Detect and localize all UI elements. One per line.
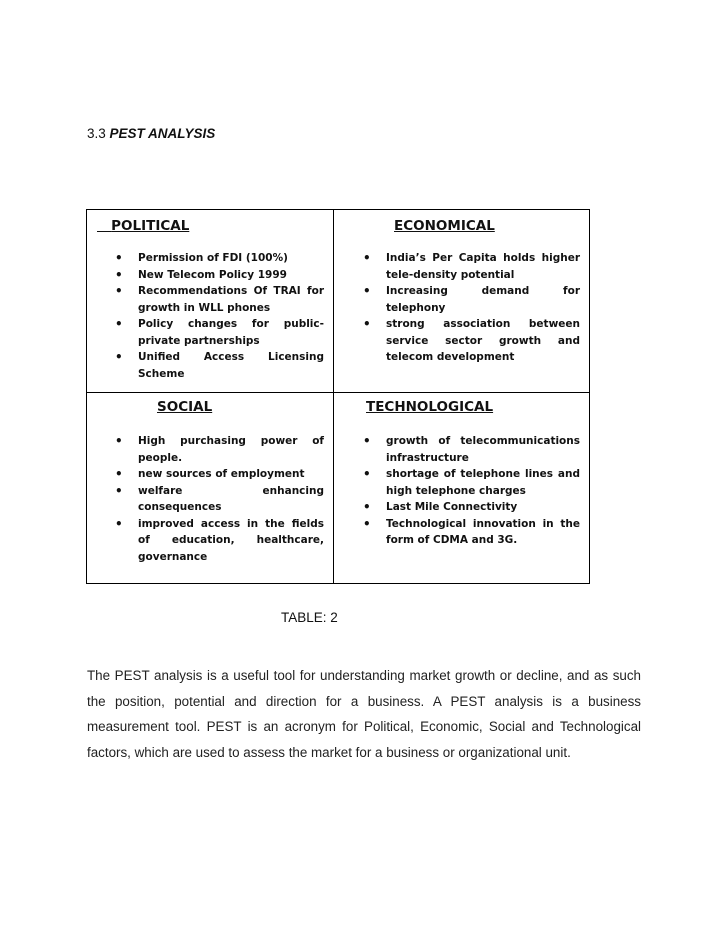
technological-cell (334, 393, 591, 583)
list-item-text: improved access in the fields of education, healthcare, governance (138, 517, 324, 563)
list-item (115, 516, 324, 566)
bullet-icon: • (115, 284, 123, 298)
list-item-text: High purchasing power of people. (138, 435, 324, 464)
list-item (363, 466, 580, 499)
list-item (363, 316, 580, 366)
list-item-text: Technological innovation in the form of CDMA and 3G. (386, 517, 580, 546)
list-item-text: new sources of employment (138, 468, 305, 480)
technological-title: TECHNOLOGICAL (366, 399, 494, 415)
political-list (115, 250, 324, 382)
bullet-icon: • (115, 483, 123, 498)
bullet-icon: • (115, 251, 123, 265)
bullet-icon: • (363, 251, 371, 265)
political-title: POLITICAL (111, 218, 190, 234)
section-title: PEST ANALYSIS (109, 126, 216, 141)
list-item-text: Policy changes for public-private partnerships (138, 318, 324, 347)
bullet-icon: • (363, 284, 371, 298)
list-item (115, 483, 324, 516)
list-item (115, 433, 324, 466)
list-item-text: welfare enhancing consequences (138, 484, 324, 513)
bullet-icon: • (363, 317, 371, 331)
bullet-icon: • (115, 350, 123, 364)
social-cell (87, 393, 333, 583)
list-item-text: Permission of FDI (100%) (138, 252, 288, 264)
technological-list (363, 433, 580, 549)
list-item-text: Last Mile Connectivity (386, 501, 518, 513)
list-item (115, 316, 324, 349)
list-item-text: shortage of telephone lines and high telephone charges (386, 468, 580, 497)
table-caption: TABLE: 2 (281, 610, 338, 625)
social-list (115, 433, 324, 565)
bullet-icon: • (115, 516, 123, 531)
economical-cell (334, 210, 591, 392)
list-item-text: Recommendations Of TRAI for growth in WLL phones (138, 285, 324, 314)
bullet-icon: • (363, 500, 371, 514)
economical-list (363, 250, 580, 366)
list-item-text: strong association between service sector growth and telecom development (386, 318, 580, 363)
list-item-text: New Telecom Policy 1999 (138, 268, 287, 281)
body-paragraph: The PEST analysis is a useful tool for understanding market growth or decline, and as such the position, potential and direction for a business. A PEST analysis is a business measurement tool. PEST is an acronym for Political, Economic, Social and Technological factors, which are used to assess the market for a business or organizational unit. (87, 668, 641, 760)
list-item (115, 283, 324, 316)
economical-title: ECONOMICAL (394, 218, 495, 234)
bullet-icon: • (115, 434, 123, 448)
list-item-text: India’s Per Capita holds higher tele-density potential (386, 252, 580, 281)
political-cell (87, 210, 333, 392)
bullet-icon: • (363, 467, 371, 481)
bullet-icon: • (115, 467, 123, 481)
bullet-icon: • (115, 267, 123, 282)
list-item (363, 433, 580, 466)
list-item-text: Increasing demand for telephony (386, 285, 580, 314)
list-item (363, 250, 580, 283)
list-item (363, 283, 580, 316)
list-item (115, 349, 324, 382)
pest-table (86, 209, 590, 584)
social-title: SOCIAL (157, 399, 213, 415)
list-item-text: growth of telecommunications infrastructure (386, 435, 580, 464)
list-item (363, 516, 580, 549)
bullet-icon: • (115, 317, 123, 331)
section-number: 3.3 (87, 126, 106, 141)
list-item (115, 267, 324, 284)
bullet-icon: • (363, 516, 371, 531)
list-item (115, 250, 324, 267)
section-heading (87, 126, 215, 141)
list-item (115, 466, 324, 483)
list-item (363, 499, 580, 516)
list-item-text: Unified Access Licensing Scheme (138, 351, 324, 380)
bullet-icon: • (363, 434, 371, 448)
